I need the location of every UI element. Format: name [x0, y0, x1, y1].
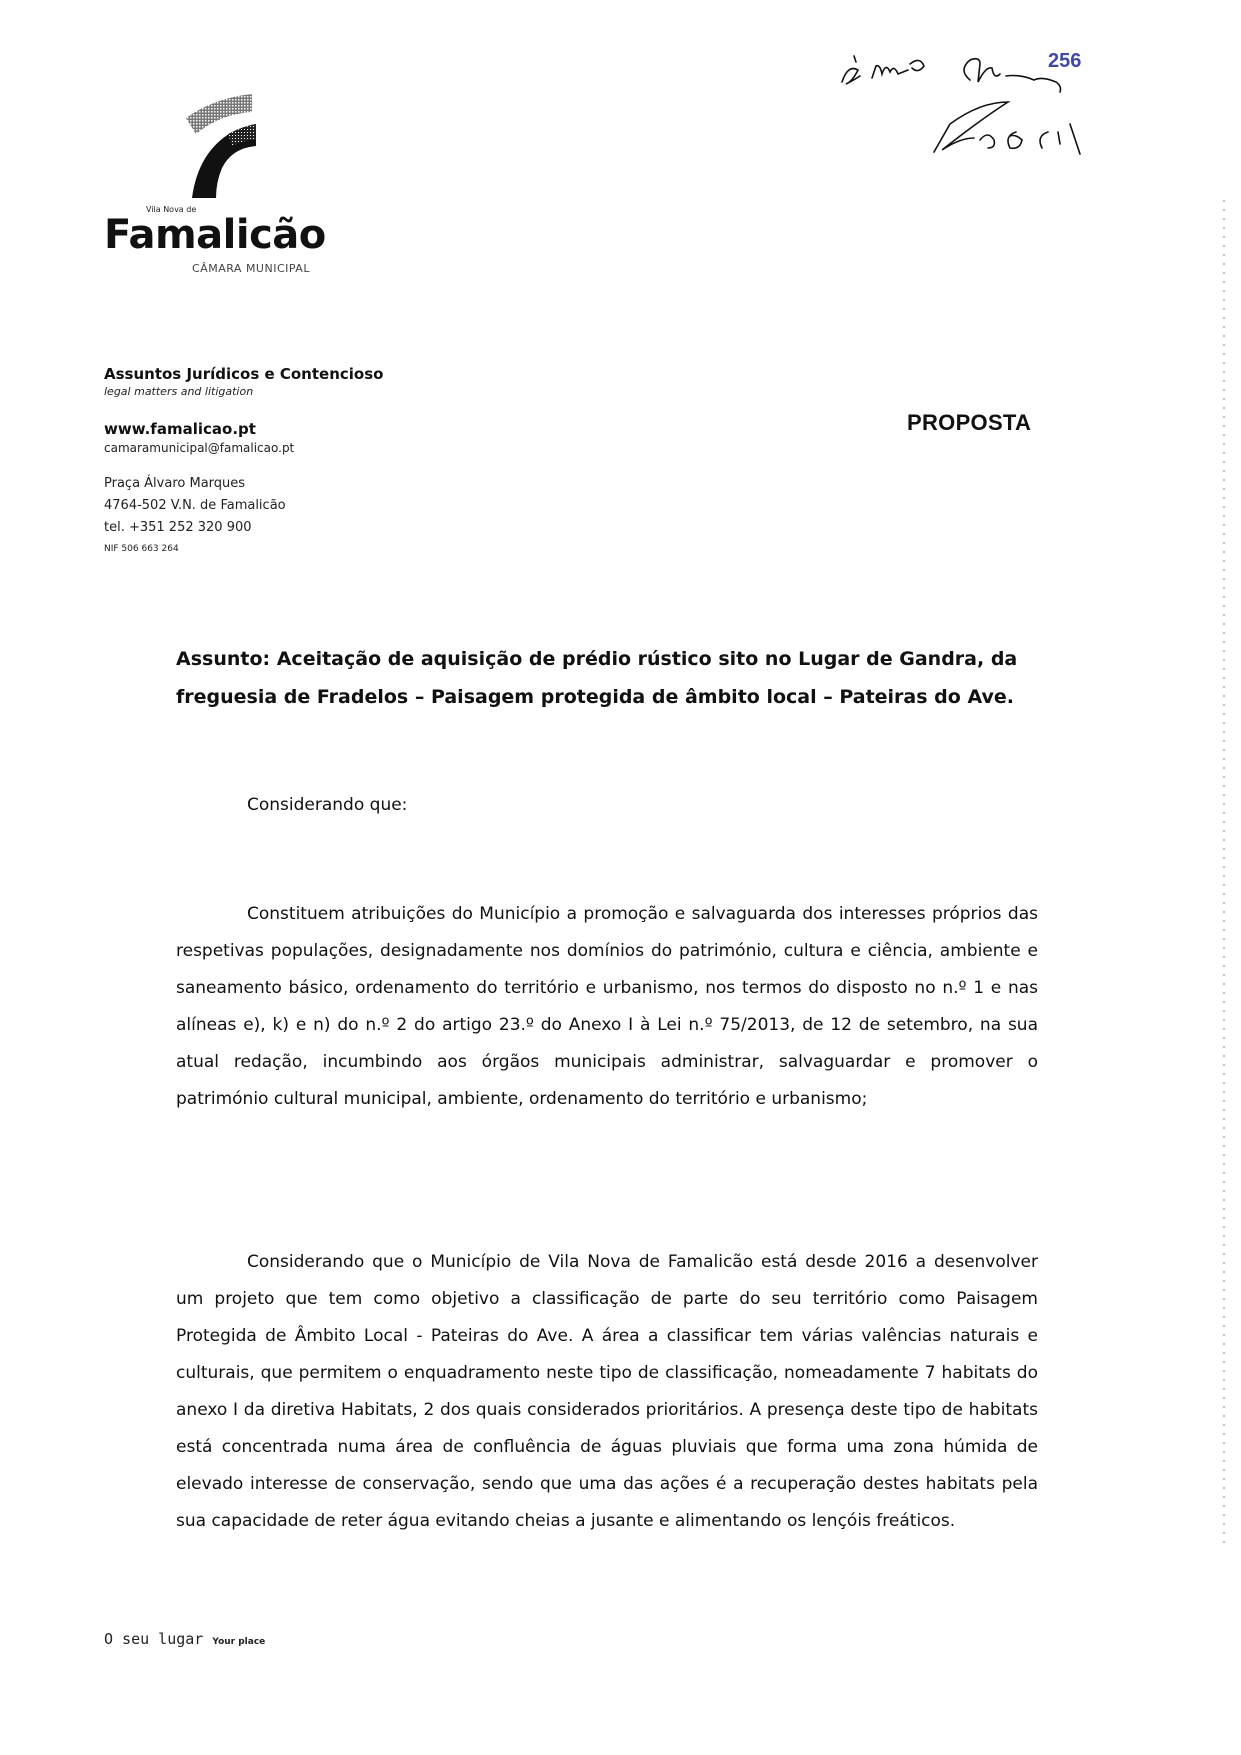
document-subject: Assunto: Aceitação de aquisição de prédio rústico sito no Lugar de Gandra, da freguesia de Fradelos – Paisagem protegida de âmbito local – Pateiras do Ave.	[176, 648, 1018, 708]
address-line: 4764-502 V.N. de Famalicão	[104, 498, 286, 513]
scan-edge-artifact	[1223, 200, 1225, 1550]
address-line: Praça Álvaro Marques	[104, 476, 246, 491]
email-link[interactable]: camaramunicipal@famalicao.pt	[104, 441, 295, 455]
municipality-logo	[104, 90, 354, 285]
contact-block	[104, 365, 383, 554]
footer-slogan	[104, 1630, 265, 1648]
department-name: Assuntos Jurídicos e Contencioso	[104, 365, 384, 383]
handwritten-annotation	[830, 20, 1160, 170]
document-type-label: PROPOSTA	[907, 410, 1032, 435]
logo-name: Famalicão	[104, 212, 326, 258]
website-link[interactable]: www.famalicao.pt	[104, 420, 256, 438]
phone-number: tel. +351 252 320 900	[104, 520, 252, 535]
logo-prefix: Vila Nova de	[146, 205, 197, 214]
department-name-en: legal matters and litigation	[104, 385, 254, 398]
body-paragraph: Constituem atribuições do Município a promoção e salvaguarda dos interesses próprios das respetivas populações, designadamente nos domínios do património, cultura e ciência, ambiente e saneamento básico, ordenamento do território e urbanismo, nos termos do disposto no n.º 1 e nas alíneas e), k) e n) do n.º 2 do artigo 23.º do Anexo I à Lei n.º 75/2013, de 12 de setembro, na sua atual redação, incumbindo aos órgãos municipais administrar, salvaguardar e promover o património cultural municipal, ambiente, ordenamento do território e urbanismo;	[176, 904, 1038, 1109]
document-page-stamp: 256	[1048, 50, 1082, 72]
logo-subtitle: CÂMARA MUNICIPAL	[192, 262, 310, 275]
slogan-text: O seu lugar	[104, 1630, 204, 1648]
body-paragraph: Considerando que o Município de Vila Nova de Famalicão está desde 2016 a desenvolver um projeto que tem como objetivo a classificação de parte do seu território como Paisagem Protegida de Âmbito Local - Pateiras do Ave. A área a classificar tem várias valências naturais e culturais, que permitem o enquadramento neste tipo de classificação, nomeadamente 7 habitats do anexo I da diretiva Habitats, 2 dos quais considerados prioritários. A presença deste tipo de habitats está concentrada numa área de confluência de águas pluviais que forma uma zona húmida de elevado interesse de conservação, sendo que uma das ações é a recuperação destes habitats pela sua capacidade de reter água evitando cheias a jusante e alimentando os lençóis freáticos.	[176, 1252, 1038, 1531]
famalicao-logo-icon	[184, 90, 274, 200]
slogan-text-en: Your place	[212, 1637, 266, 1647]
intro-text: Considerando que:	[247, 795, 408, 815]
tax-id: NIF 506 663 264	[104, 544, 179, 554]
address-block	[104, 473, 383, 539]
